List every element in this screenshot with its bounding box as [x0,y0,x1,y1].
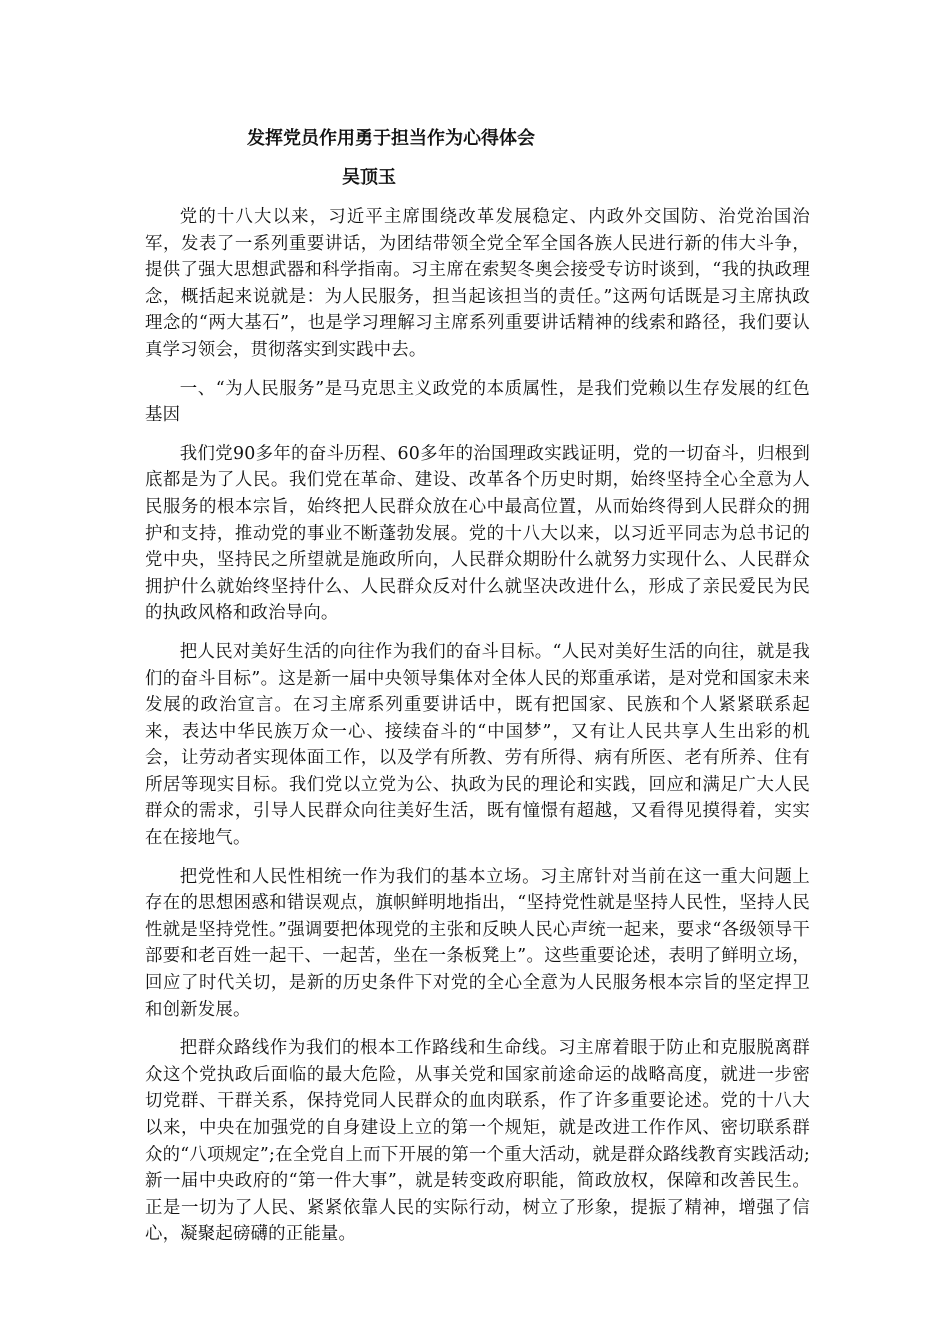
document-page [145,118,810,1260]
document-title: 发挥党员作用勇于担当作为心得体会 [247,128,535,149]
paragraph-body: 把群众路线作为我们的根本工作路线和生命线。习主席着眼于防止和克服脱离群众这个党执政后面临的最大危险，从事关党和国家前途命运的战略高度，就进一步密切党群、干群关系，保持党同人民群众的血肉联系，作了许多重要论述。党的十八大以来，中央在加强党的自身建设上立的第一个规矩，就是改进工作作风、密切联系群众的“八项规定”;在全党自上而下开展的第一个重大活动，就是群众路线教育实践活动;新一届中央政府的“第一件大事”，就是转变政府职能，简政放权，保障和改善民生。正是一切为了人民、紧紧依靠人民的实际行动，树立了形象，提振了精神，增强了信心，凝聚起磅礴的正能量。 [145,1038,810,1245]
document-author: 吴顶玉 [342,167,396,188]
paragraph-body: 把人民对美好生活的向往作为我们的奋斗目标。“人民对美好生活的向往，就是我们的奋斗目标”。这是新一届中央领导集体对全体人民的郑重承诺，是对党和国家未来发展的政治宣言。在习主席系列重要讲话中，既有把国家、民族和个人紧紧联系起来，表达中华民族万众一心、接续奋斗的“中国梦”，又有让人民共享人生出彩的机会，让劳动者实现体面工作，以及学有所教、劳有所得、病有所医、老有所养、住有所居等现实目标。我们党以立党为公、执政为民的理论和实践，回应和满足广大人民群众的需求，引导人民群众向往美好生活，既有憧憬有超越，又看得见摸得着，实实在在接地气。 [145,641,810,849]
paragraph-body: 把党性和人民性相统一作为我们的基本立场。习主席针对当前在这一重大问题上存在的思想困惑和错误观点，旗帜鲜明地指出，“坚持党性就是坚持人民性，坚持人民性就是坚持党性。”强调要把体现党的主张和反映人民心声统一起来，要求“各级领导干部要和老百姓一起干、一起苦，坐在一条板凳上”。这些重要论述，表明了鲜明立场，回应了时代关切，是新的历史条件下对党的全心全意为人民服务根本宗旨的坚定捍卫和创新发展。 [145,866,810,1020]
paragraph-body: 我们党90多年的奋斗历程、60多年的治国理政实践证明，党的一切奋斗，归根到底都是为了人民。我们党在革命、建设、改革各个历史时期，始终坚持全心全意为人民服务的根本宗旨，始终把人民群众放在心中最高位置，从而始终得到人民群众的拥护和支持，推动党的事业不断蓬勃发展。党的十八大以来，以习近平同志为总书记的党中央，坚持民之所望就是施政所向，人民群众期盼什么就努力实现什么、人民群众拥护什么就始终坚持什么、人民群众反对什么就坚决改进什么，形成了亲民爱民为民的执政风格和政治导向。 [145,443,810,624]
paragraph-intro: 党的十八大以来，习近平主席围绕改革发展稳定、内政外交国防、治党治国治军，发表了一系列重要讲话，为团结带领全党全军全国各族人民进行新的伟大斗争，提供了强大思想武器和科学指南。习主席在索契冬奥会接受专访时谈到，“我的执政理念，概括起来说就是：为人民服务，担当起该担当的责任。”这两句话既是习主席执政理念的“两大基石”，也是学习理解习主席系列重要讲话精神的线索和路径，我们要认真学习领会，贯彻落实到实践中去。 [145,207,810,360]
section-heading: 一、“为人民服务”是马克思主义政党的本质属性，是我们党赖以生存发展的红色基因 [145,378,810,426]
